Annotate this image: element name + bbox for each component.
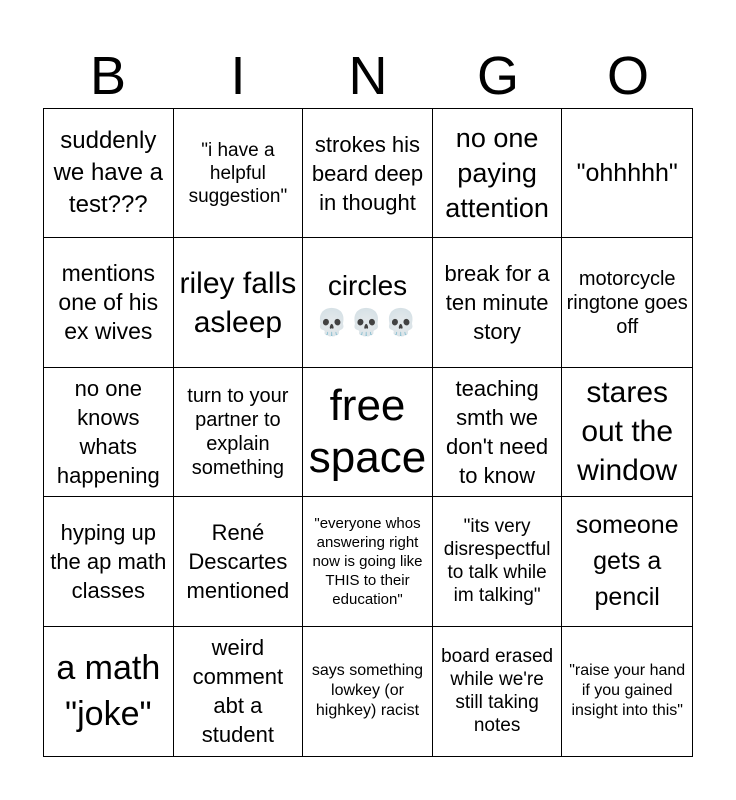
bingo-cell[interactable]: [174, 497, 304, 626]
cell-text: no one knows whats happening: [56, 375, 160, 488]
bingo-grid: [43, 108, 693, 757]
bingo-header: [43, 48, 693, 104]
header-letter-b: B: [89, 46, 127, 106]
bingo-cell[interactable]: [44, 497, 174, 626]
bingo-cell[interactable]: [433, 109, 563, 238]
cell-text: mentions one of his ex wives: [58, 260, 159, 345]
cell-text: "raise your hand if you gained insight into this": [569, 662, 686, 720]
cell-text: "i have a helpful suggestion": [188, 139, 288, 207]
cell-text: riley falls asleep: [179, 266, 297, 339]
cell-text: says something lowkey (or highkey) racist: [311, 662, 424, 720]
bingo-cell[interactable]: [44, 109, 174, 238]
header-letter-i: I: [230, 46, 246, 106]
cell-text: no one paying attention: [445, 122, 549, 223]
bingo-cell[interactable]: [433, 368, 563, 497]
cell-text: stares out the window: [577, 376, 678, 488]
bingo-cell[interactable]: [174, 368, 304, 497]
bingo-cell[interactable]: [174, 627, 304, 756]
cell-text: strokes his beard deep in thought: [311, 131, 424, 215]
header-letter-o: O: [606, 46, 649, 106]
cell-text: René Descartes mentioned: [186, 519, 290, 603]
bingo-cell[interactable]: [562, 238, 692, 367]
bingo-cell[interactable]: [303, 497, 433, 626]
cell-text: circles: [327, 269, 408, 301]
bingo-cell[interactable]: [174, 109, 304, 238]
bingo-cell[interactable]: [174, 238, 304, 367]
bingo-cell[interactable]: [44, 368, 174, 497]
skull-emoji-icon: 💀💀💀: [315, 306, 420, 337]
bingo-cell[interactable]: [44, 627, 174, 756]
cell-text: someone gets a pencil: [575, 511, 679, 612]
bingo-cell[interactable]: [303, 109, 433, 238]
cell-text: weird comment abt a student: [192, 635, 284, 748]
bingo-cell[interactable]: [433, 627, 563, 756]
cell-text: hyping up the ap math classes: [50, 519, 167, 603]
cell-text: "its very disrespectful to talk while im talking": [443, 516, 551, 607]
bingo-cell[interactable]: [433, 238, 563, 367]
cell-text: "everyone whos answering right now is going like THIS to their education": [312, 514, 423, 608]
cell-text: break for a ten minute story: [444, 261, 550, 345]
cell-text: free space: [308, 380, 427, 482]
cell-text: turn to your partner to explain something: [187, 384, 289, 479]
bingo-cell[interactable]: [303, 627, 433, 756]
bingo-cell[interactable]: [562, 627, 692, 756]
bingo-cell[interactable]: [433, 497, 563, 626]
cell-text: "ohhhhh": [576, 159, 678, 188]
cell-text: suddenly we have a test???: [53, 127, 163, 219]
cell-text: teaching smth we don't need to know: [446, 375, 549, 488]
bingo-cell[interactable]: [303, 238, 433, 367]
header-letter-n: N: [348, 46, 388, 106]
bingo-cell[interactable]: [562, 109, 692, 238]
bingo-cell[interactable]: [44, 238, 174, 367]
cell-text: a math "joke": [56, 649, 161, 734]
cell-text: motorcycle ringtone goes off: [566, 267, 688, 338]
cell-text: board erased while we're still taking notes: [441, 646, 554, 737]
bingo-cell[interactable]: [562, 368, 692, 497]
free-space-cell[interactable]: [303, 368, 433, 497]
bingo-cell[interactable]: [562, 497, 692, 626]
header-letter-g: G: [476, 46, 519, 106]
